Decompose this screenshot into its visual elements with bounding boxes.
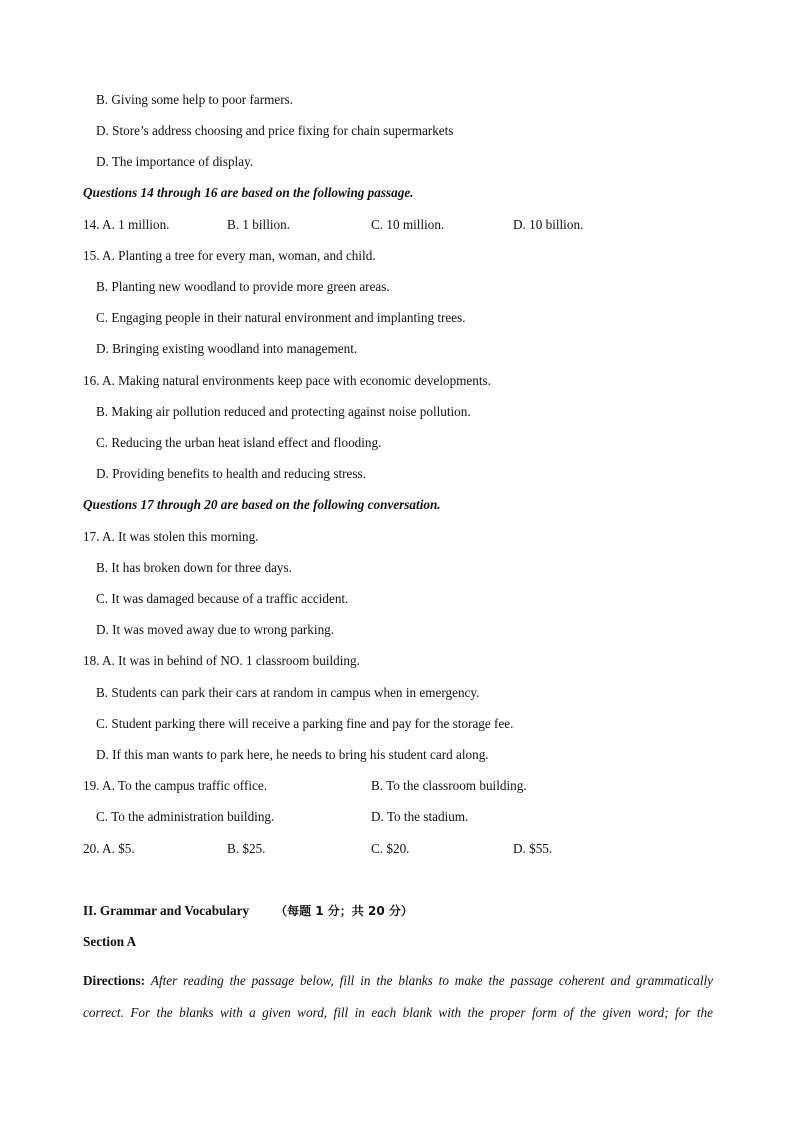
q15-option-b: B. Planting new woodland to provide more green areas. [96, 279, 390, 294]
q16-option-b: B. Making air pollution reduced and protecting against noise pollution. [96, 404, 471, 419]
q18-option-a: 18. A. It was in behind of NO. 1 classroom building. [83, 653, 360, 668]
section-score: （每题 1 分；共 20 分） [275, 904, 413, 918]
q19-option-a: 19. A. To the campus traffic office. [83, 778, 268, 793]
q17-option-d: D. It was moved away due to wrong parking. [96, 622, 335, 637]
q14-option-b: B. 1 billion. [227, 217, 291, 232]
questions-17-20-heading: Questions 17 through 20 are based on the following conversation. [83, 497, 441, 512]
section-title-text: II. Grammar and Vocabulary [83, 903, 250, 918]
q14-option-d: D. 10 billion. [513, 217, 584, 232]
q15-option-a: 15. A. Planting a tree for every man, woman, and child. [83, 248, 376, 263]
q15-option-c: C. Engaging people in their natural environment and implanting trees. [96, 310, 466, 325]
q19-option-b: B. To the classroom building. [371, 778, 527, 793]
q16-option-a: 16. A. Making natural environments keep pace with economic developments. [83, 373, 491, 388]
q17-option-a: 17. A. It was stolen this morning. [83, 529, 259, 544]
directions-label: Directions: [83, 973, 146, 988]
questions-14-16-heading: Questions 14 through 16 are based on the following passage. [83, 185, 414, 200]
q18-option-c: C. Student parking there will receive a parking fine and pay for the storage fee. [96, 716, 514, 731]
q20-option-d: D. $55. [513, 841, 553, 856]
q20-option-c: C. $20. [371, 841, 410, 856]
q16-option-d: D. Providing benefits to health and reducing stress. [96, 466, 366, 481]
q14-option-c: C. 10 million. [371, 217, 445, 232]
q19-option-c: C. To the administration building. [96, 809, 275, 824]
q18-option-d: D. If this man wants to park here, he needs to bring his student card along. [96, 747, 489, 762]
q18-option-b: B. Students can park their cars at random in campus when in emergency. [96, 685, 480, 700]
q20-option-b: B. $25. [227, 841, 266, 856]
q15-option-d: D. Bringing existing woodland into management. [96, 341, 358, 356]
section-a-heading: Section A [83, 934, 137, 949]
q17-option-c: C. It was damaged because of a traffic accident. [96, 591, 349, 606]
q20-option-a: 20. A. $5. [83, 841, 135, 856]
q13-option-c: D. Store’s address choosing and price fixing for chain supermarkets [96, 123, 454, 138]
q14-option-a: 14. A. 1 million. [83, 217, 170, 232]
directions-text: After reading the passage below, fill in the blanks to make the passage coherent and grammatically correct. For the blanks with a given word, fill in each blank with the proper form of the given word; for the [83, 973, 714, 1020]
q16-option-c: C. Reducing the urban heat island effect and flooding. [96, 435, 382, 450]
q17-option-b: B. It has broken down for three days. [96, 560, 292, 575]
q19-option-d: D. To the stadium. [371, 809, 469, 824]
q13-option-d: D. The importance of display. [96, 154, 254, 169]
section-title [83, 903, 413, 919]
q13-option-b: B. Giving some help to poor farmers. [96, 92, 294, 107]
directions-paragraph [83, 965, 713, 1028]
